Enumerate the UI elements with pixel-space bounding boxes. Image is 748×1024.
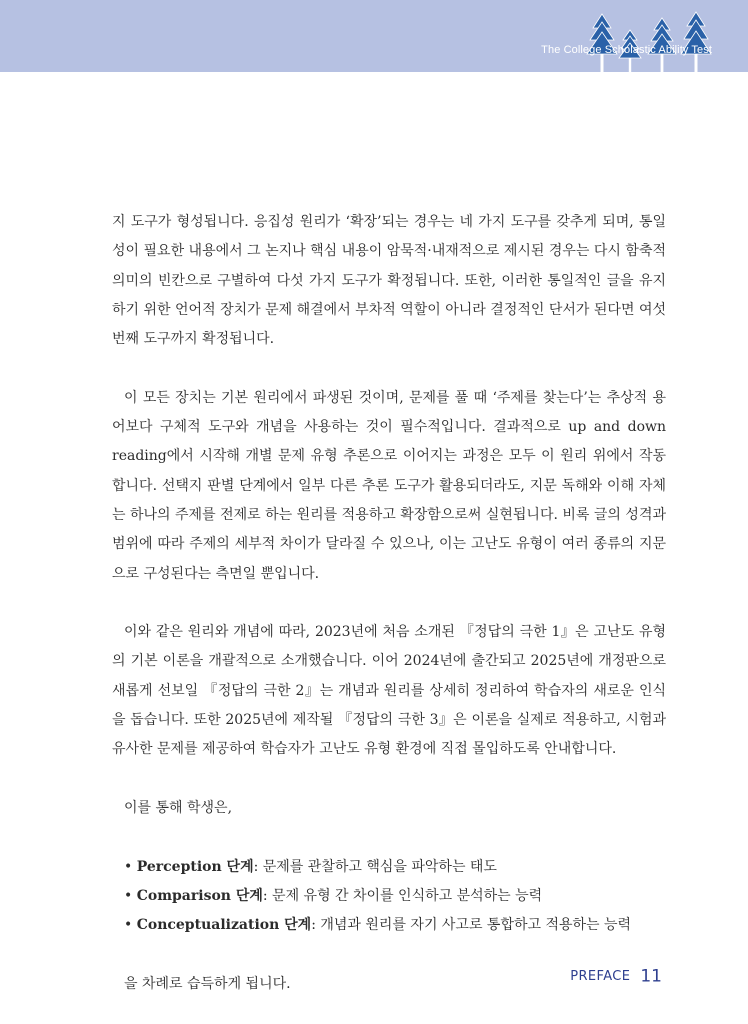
pine-trees-icon xyxy=(580,8,720,72)
paragraph: 이 모든 장치는 기본 원리에서 파생된 것이며, 문제를 풀 때 ‘주제를 찾는다’는 추상적 용어보다 구체적 도구와 개념을 사용하는 것이 필수적입니다. 결과적으로 up and down reading에서 시작해 개별 문제 유형 추론으로 이어지는 과정은 모두 이 원리 위에서 작동합니다. 선택지 판별 단계에서 일부 다른 추론 도구가 활용되더라도, 지문 독해와 이해 자체는 하나의 주제를 전제로 하는 원리를 적용하고 확장함으로써 실현됩니다. 비록 글의 성격과 범위에 따라 주제의 세부적 차이가 달라질 수 있으나, 이는 고난도 유형이 여러 종류의 지문으로 구성된다는 측면일 뿐입니다. xyxy=(112,389,666,582)
list-item xyxy=(124,882,666,911)
stage-term: Perception 단계 xyxy=(136,858,254,875)
page-footer xyxy=(570,966,662,987)
page-number: 11 xyxy=(640,966,662,987)
bullet-icon: • xyxy=(124,858,133,875)
paragraph: 지 도구가 형성됩니다. 응집성 원리가 ‘확장’되는 경우는 네 가지 도구를 갖추게 되며, 통일성이 필요한 내용에서 그 논지나 핵심 내용이 암묵적·내재적으로 제시된 경우는 다시 함축적 의미의 빈칸으로 구별하여 다섯 가지 도구가 확정됩니다. 또한, 이러한 통일적인 글을 유지하기 위한 언어적 장치가 문제 해결에서 부차적 역할이 아니라 결정적인 단서가 된다면 여섯 번째 도구까지 확정됩니다. xyxy=(112,214,666,348)
stage-list xyxy=(112,853,666,941)
bullet-icon: • xyxy=(124,917,133,934)
bullet-icon: • xyxy=(124,887,133,904)
stage-description: : 개념과 원리를 자기 사고로 통합하고 적용하는 능력 xyxy=(311,917,632,934)
stage-description: : 문제를 관찰하고 핵심을 파악하는 태도 xyxy=(253,858,497,875)
list-item xyxy=(124,853,666,882)
paragraph: 이를 통해 학생은, xyxy=(124,799,233,816)
closing-line: 을 차례로 습득하게 됩니다. xyxy=(124,975,291,992)
list-item xyxy=(124,911,666,940)
footer-section-label: PREFACE xyxy=(570,969,631,984)
header-title: The College Scholastic Ability Test xyxy=(541,44,712,56)
preface-body xyxy=(112,208,666,999)
stage-description: : 문제 유형 간 차이를 인식하고 분석하는 능력 xyxy=(262,887,543,904)
stage-term: Comparison 단계 xyxy=(136,887,263,904)
paragraph: 이와 같은 원리와 개념에 따라, 2023년에 처음 소개된 『정답의 극한 1』은 고난도 유형의 기본 이론을 개괄적으로 소개했습니다. 이어 2024년에 출간되고 2025년에 개정판으로 새롭게 선보일 『정답의 극한 2』는 개념과 원리를 상세히 정리하여 학습자의 새로운 인식을 돕습니다. 또한 2025년에 제작될 『정답의 극한 3』은 이론을 실제로 적용하고, 시험과 유사한 문제를 제공하여 학습자가 고난도 유형 환경에 직접 몰입하도록 안내합니다. xyxy=(112,624,666,758)
stage-term: Conceptualization 단계 xyxy=(136,917,312,934)
